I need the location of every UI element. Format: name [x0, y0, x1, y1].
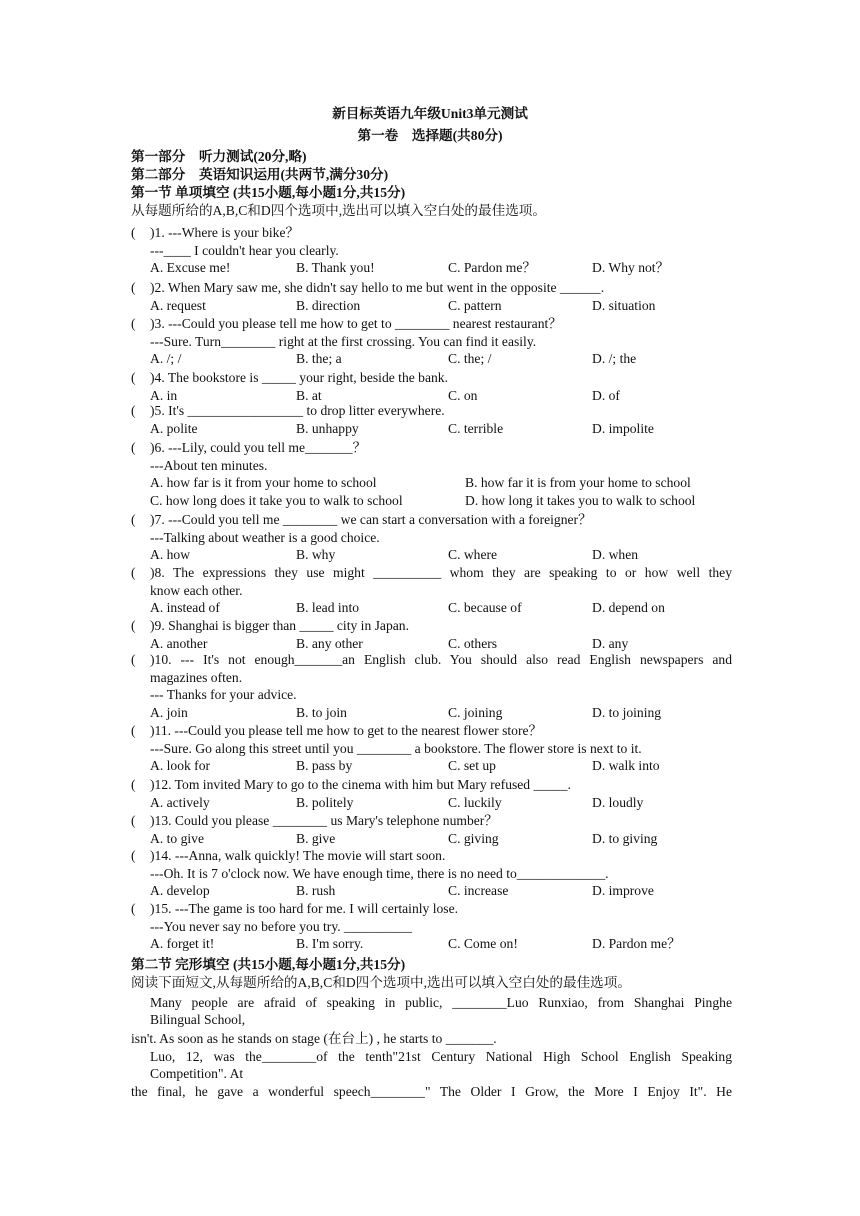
question-line: ---Sure. Go along this street until you ________ a bookstore. The flower store is next to it.: [150, 740, 642, 756]
option-a: A. actively: [150, 794, 210, 810]
question-stem: )10. --- It's not enough_______an English club. You should also read English newspapers and: [150, 652, 732, 667]
option-d: D. impolite: [592, 420, 654, 436]
option-b: B. rush: [296, 883, 336, 898]
option-d: D. any: [592, 635, 629, 651]
part-one-heading: 第一部分 听力测试(20分,略): [131, 149, 307, 164]
question-stem: )7. ---Could you tell me ________ we can start a conversation with a foreigner？: [150, 512, 592, 527]
passage-line: the final, he gave a wonderful speech________" The Older I Grow, the More I Enjoy It". He: [131, 1084, 732, 1099]
option-a: A. Excuse me!: [150, 260, 231, 275]
option-a: A. join: [150, 704, 188, 720]
option-c: C. Come on!: [448, 936, 518, 951]
option-c: C. giving: [448, 830, 499, 846]
passage-line: Luo, 12, was the________of the tenth"21st Century National High School English Speaking: [150, 1049, 732, 1064]
option-b: B. I'm sorry.: [296, 936, 364, 951]
exam-title: 新目标英语九年级Unit3单元测试: [332, 106, 528, 121]
option-d: D. to giving: [592, 830, 658, 846]
section-two-instruction: 阅读下面短文,从每题所给的A,B,C和D四个选项中,选出可以填入空白处的最佳选项。: [131, 975, 631, 990]
question-stem: )5. It's _________________ to drop litter everywhere.: [150, 403, 445, 418]
option-c: C. joining: [448, 704, 503, 720]
answer-bracket: (: [131, 440, 136, 455]
answer-bracket: (: [131, 813, 136, 828]
question-stem: )13. Could you please ________ us Mary's telephone number？: [150, 813, 498, 828]
option-a: A. how: [150, 547, 191, 562]
option-d: D. when: [592, 547, 639, 562]
option-c: C. where: [448, 547, 498, 562]
section-two-heading: 第二节 完形填空 (共15小题,每小题1分,共15分): [131, 957, 406, 972]
option-d: D. Pardon me？: [592, 936, 681, 951]
question-line: magazines often.: [150, 669, 243, 685]
option-b: B. why: [296, 547, 336, 562]
answer-bracket: (: [131, 848, 136, 863]
option-d: D. walk into: [592, 758, 660, 773]
option-a: A. to give: [150, 830, 204, 846]
question-stem: )9. Shanghai is bigger than _____ city in Japan.: [150, 618, 409, 633]
option-a: A. polite: [150, 420, 198, 436]
question-stem: )4. The bookstore is _____ your right, beside the bank.: [150, 370, 449, 385]
question-line: ---Oh. It is 7 o'clock now. We have enough time, there is no need to_____________.: [150, 865, 609, 881]
passage-line: Bilingual School,: [150, 1012, 246, 1027]
option-d: D. loudly: [592, 794, 644, 810]
question-line: ---About ten minutes.: [150, 457, 268, 473]
option-d: D. how long it takes you to walk to school: [465, 492, 696, 508]
option-d: D. of: [592, 387, 620, 403]
option-d: D. /; the: [592, 351, 637, 366]
option-b: B. Thank you!: [296, 260, 375, 275]
option-b: B. direction: [296, 297, 361, 313]
question-line: know each other.: [150, 582, 243, 598]
option-c: C. because of: [448, 600, 522, 615]
option-c: C. Pardon me？: [448, 260, 536, 275]
answer-bracket: (: [131, 370, 136, 385]
option-d: D. improve: [592, 883, 654, 898]
option-d: D. to joining: [592, 704, 662, 720]
answer-bracket: (: [131, 280, 136, 295]
option-a: A. forget it!: [150, 936, 215, 951]
question-stem: )12. Tom invited Mary to go to the cinema with him but Mary refused _____.: [150, 777, 571, 792]
question-stem: )2. When Mary saw me, she didn't say hello to me but went in the opposite ______.: [150, 280, 605, 295]
option-d: D. situation: [592, 297, 656, 313]
answer-bracket: (: [131, 723, 136, 738]
option-c: C. on: [448, 387, 478, 403]
question-stem: )15. ---The game is too hard for me. I will certainly lose.: [150, 901, 459, 916]
question-stem: )8. The expressions they use might __________ whom they are speaking to or how well they: [150, 565, 732, 580]
exam-subtitle: 第一卷 选择题(共80分): [357, 128, 503, 143]
answer-bracket: (: [131, 618, 136, 633]
option-a: A. request: [150, 297, 206, 313]
option-a: A. /; /: [150, 351, 182, 366]
option-b: B. give: [296, 830, 336, 846]
option-a: A. develop: [150, 883, 210, 898]
part-two-heading: 第二部分 英语知识运用(共两节,满分30分): [131, 167, 389, 182]
question-stem: )11. ---Could you please tell me how to get to the nearest flower store？: [150, 723, 543, 738]
question-stem: )3. ---Could you please tell me how to get to ________ nearest restaurant？: [150, 316, 562, 331]
option-a: A. another: [150, 635, 208, 651]
option-a: A. look for: [150, 758, 211, 773]
section-one-instruction: 从每题所给的A,B,C和D四个选项中,选出可以填入空白处的最佳选项。: [131, 203, 546, 218]
question-line: ---Talking about weather is a good choice.: [150, 529, 380, 545]
option-c: C. pattern: [448, 297, 502, 313]
option-b: B. lead into: [296, 600, 360, 615]
option-c: C. the; /: [448, 351, 492, 366]
option-b: B. politely: [296, 794, 354, 810]
option-c: C. how long does it take you to walk to school: [150, 492, 403, 508]
option-b: B. to join: [296, 704, 347, 720]
question-stem: )14. ---Anna, walk quickly! The movie will start soon.: [150, 848, 446, 863]
question-line: --- Thanks for your advice.: [150, 687, 297, 702]
option-c: C. terrible: [448, 420, 504, 436]
option-b: B. any other: [296, 635, 363, 651]
question-line: ---You never say no before you try. __________: [150, 918, 413, 934]
option-a: A. instead of: [150, 600, 220, 615]
question-line: ---____ I couldn't hear you clearly.: [150, 242, 339, 258]
passage-line: Competition". At: [150, 1066, 244, 1081]
answer-bracket: (: [131, 512, 136, 527]
option-d: D. Why not？: [592, 260, 670, 275]
section-one-heading: 第一节 单项填空 (共15小题,每小题1分,共15分): [131, 185, 406, 200]
option-a: A. how far is it from your home to school: [150, 475, 377, 490]
option-c: C. luckily: [448, 794, 502, 810]
option-b: B. pass by: [296, 758, 353, 773]
option-c: C. others: [448, 635, 498, 651]
passage-line: isn't. As soon as he stands on stage (在台上) , he starts to _______.: [131, 1031, 497, 1046]
answer-bracket: (: [131, 403, 136, 418]
option-b: B. at: [296, 387, 322, 403]
answer-bracket: (: [131, 316, 136, 331]
answer-bracket: (: [131, 901, 136, 916]
question-stem: )1. ---Where is your bike？: [150, 225, 300, 240]
option-b: B. the; a: [296, 351, 342, 366]
option-b: B. unhappy: [296, 420, 359, 436]
question-stem: )6. ---Lily, could you tell me_______？: [150, 440, 367, 455]
option-a: A. in: [150, 387, 178, 403]
answer-bracket: (: [131, 652, 136, 667]
question-line: ---Sure. Turn________ right at the first crossing. You can find it easily.: [150, 333, 537, 349]
option-c: C. increase: [448, 883, 509, 898]
option-c: C. set up: [448, 758, 496, 773]
answer-bracket: (: [131, 565, 136, 580]
option-b: B. how far it is from your home to school: [465, 475, 691, 490]
answer-bracket: (: [131, 777, 136, 792]
answer-bracket: (: [131, 225, 136, 240]
option-d: D. depend on: [592, 600, 665, 615]
passage-line: Many people are afraid of speaking in public, ________Luo Runxiao, from Shanghai Pinghe: [150, 995, 732, 1010]
